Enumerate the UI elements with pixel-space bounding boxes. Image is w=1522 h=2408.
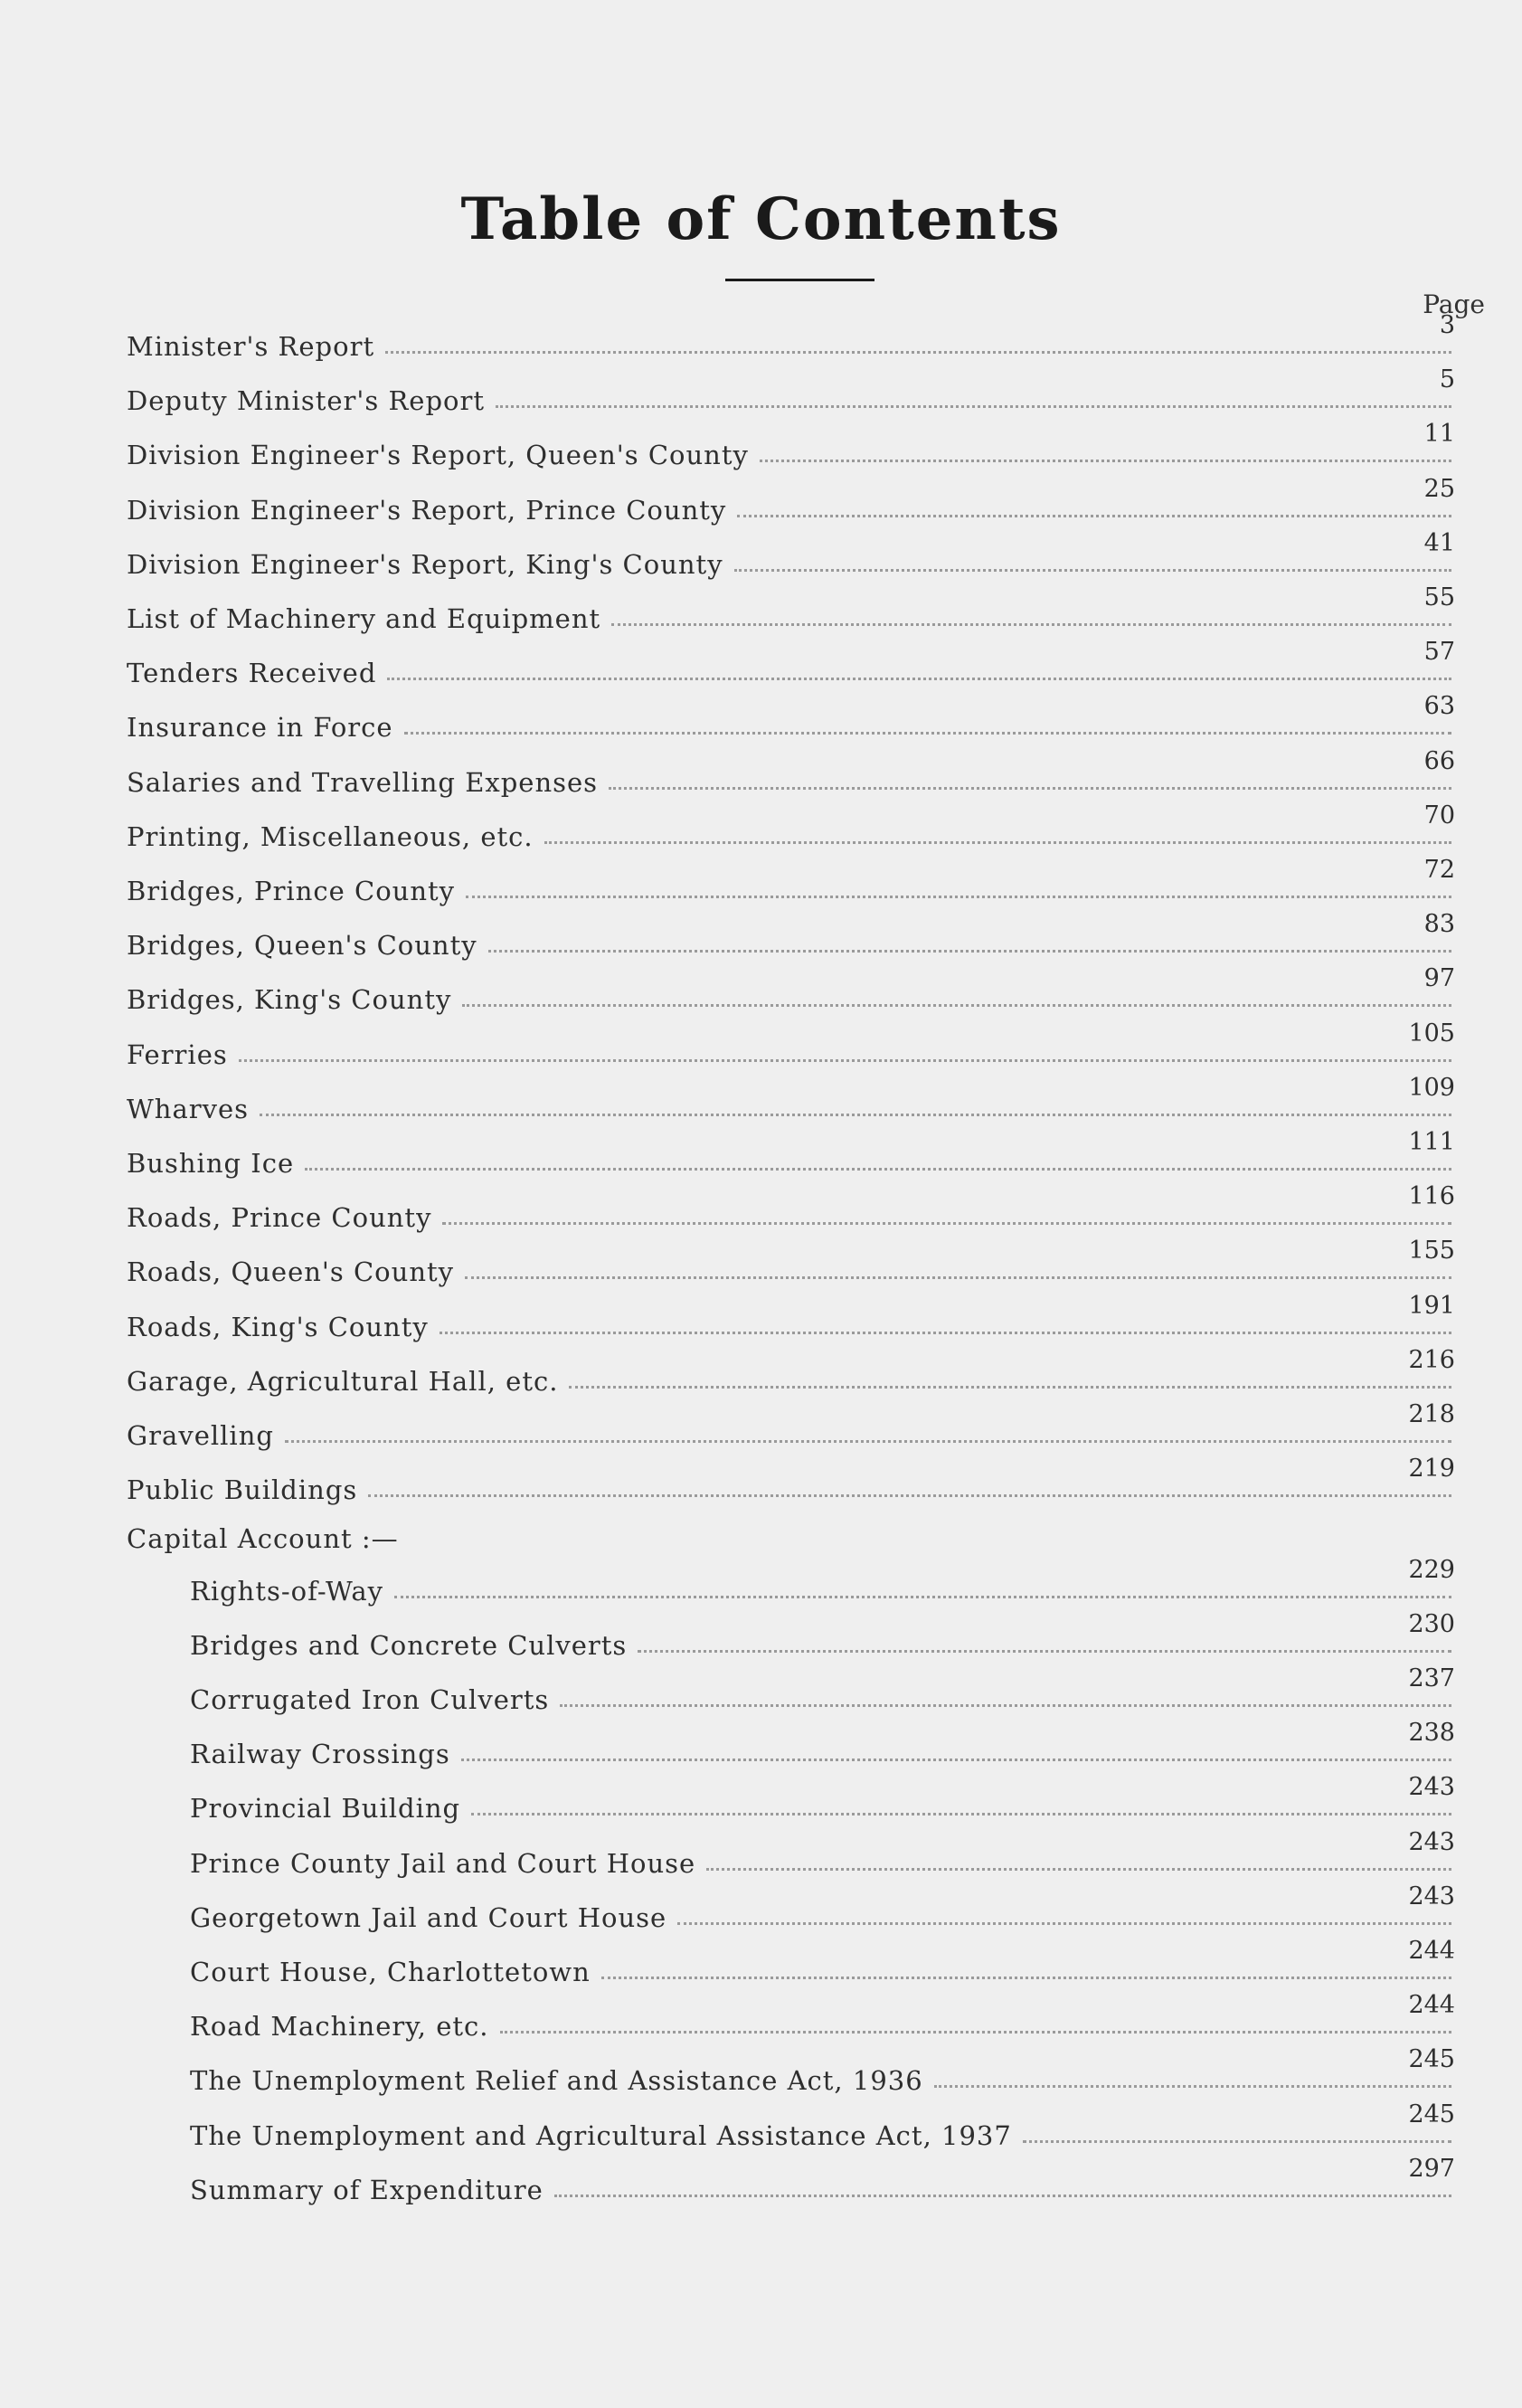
toc-entry-label: Gravelling — [127, 1420, 274, 1451]
toc-entry-page-number: 66 — [1423, 747, 1455, 775]
toc-entry[interactable] — [127, 365, 1455, 416]
toc-entry[interactable] — [190, 1937, 1455, 1987]
toc-entry[interactable] — [127, 747, 1455, 798]
dot-leader — [706, 1868, 1451, 1871]
toc-entry-page-number: 245 — [1408, 2045, 1455, 2073]
toc-entry-label: Summary of Expenditure — [190, 2175, 544, 2205]
dot-leader — [442, 1222, 1451, 1225]
toc-entry[interactable] — [127, 529, 1455, 580]
toc-entry[interactable] — [127, 856, 1455, 906]
toc-entry-label: Roads, King's County — [127, 1312, 429, 1342]
toc-entry-label: Corrugated Iron Culverts — [190, 1684, 550, 1715]
toc-entry[interactable] — [127, 1182, 1455, 1233]
dot-leader — [488, 950, 1451, 953]
dot-leader — [544, 841, 1451, 844]
toc-entry-page-number: 244 — [1408, 1991, 1455, 2019]
dot-leader — [569, 1386, 1451, 1389]
dot-leader — [461, 1759, 1451, 1761]
dot-leader — [554, 2195, 1451, 2197]
toc-entry-label: Provincial Building — [190, 1793, 461, 1824]
dot-leader — [440, 1332, 1451, 1334]
toc-entry[interactable] — [127, 420, 1455, 470]
toc-entry[interactable] — [127, 1019, 1455, 1070]
dot-leader — [404, 732, 1451, 735]
dot-leader — [471, 1813, 1451, 1815]
toc-entry-label: List of Machinery and Equipment — [127, 603, 601, 634]
dot-leader — [465, 1276, 1451, 1279]
toc-entry-label: Printing, Miscellaneous, etc. — [127, 821, 534, 852]
dot-leader — [462, 1004, 1451, 1007]
toc-entry-label: Minister's Report — [127, 331, 375, 362]
toc-entry-page-number: 57 — [1423, 638, 1455, 666]
dot-leader — [609, 787, 1451, 790]
toc-entry[interactable] — [127, 1346, 1455, 1397]
toc-entry-page-number: 243 — [1408, 1828, 1455, 1856]
toc-entry-page-number: 105 — [1408, 1019, 1455, 1048]
toc-entry-page-number: 238 — [1408, 1719, 1455, 1747]
toc-entry-label: Wharves — [127, 1094, 250, 1124]
dot-leader — [466, 896, 1451, 898]
toc-entry-label: Court House, Charlottetown — [190, 1957, 591, 1987]
toc-entry[interactable] — [127, 692, 1455, 743]
dot-leader — [394, 1596, 1451, 1598]
toc-entry[interactable] — [190, 1719, 1455, 1769]
toc-entry-label: Roads, Prince County — [127, 1202, 432, 1233]
toc-entry[interactable] — [127, 638, 1455, 688]
toc-entry-page-number: 41 — [1423, 529, 1455, 557]
dot-leader — [601, 1977, 1451, 1979]
toc-entry[interactable] — [127, 475, 1455, 526]
toc-entry-label: Bushing Ice — [127, 1148, 295, 1179]
toc-entry-label: The Unemployment Relief and Assistance Act, 1936 — [190, 2065, 923, 2096]
toc-entry-label: Railway Crossings — [190, 1739, 450, 1769]
toc-entry-page-number: 83 — [1423, 910, 1455, 938]
dot-leader — [760, 460, 1451, 462]
toc-entry-label: Bridges, King's County — [127, 984, 452, 1015]
toc-entry-page-number: 72 — [1423, 856, 1455, 884]
toc-entry-label: Bridges, Prince County — [127, 876, 456, 906]
section-heading-label: Capital Account :— — [127, 1523, 399, 1554]
toc-entry-page-number: 229 — [1408, 1556, 1455, 1584]
toc-entry-page-number: 245 — [1408, 2100, 1455, 2128]
toc-entry[interactable] — [127, 1400, 1455, 1451]
toc-entry-label: Garage, Agricultural Hall, etc. — [127, 1366, 559, 1397]
toc-entry-label: Prince County Jail and Court House — [190, 1848, 696, 1879]
toc-entry-page-number: 63 — [1423, 692, 1455, 720]
toc-entry-page-number: 97 — [1423, 964, 1455, 992]
toc-entry-page-number: 243 — [1408, 1882, 1455, 1910]
toc-entry[interactable] — [127, 311, 1455, 362]
dot-leader — [500, 2031, 1452, 2034]
toc-entry-page-number: 70 — [1423, 801, 1455, 830]
toc-entry-label: Tenders Received — [127, 658, 377, 688]
toc-entry-page-number: 191 — [1408, 1292, 1455, 1320]
toc-entry-page-number: 25 — [1423, 475, 1455, 503]
dot-leader — [734, 569, 1451, 572]
dot-leader — [611, 623, 1451, 626]
toc-entry-label: Bridges, Queen's County — [127, 930, 477, 961]
toc-entry-label: Rights-of-Way — [190, 1576, 384, 1607]
dot-leader — [387, 678, 1451, 680]
toc-entry-page-number: 116 — [1408, 1182, 1455, 1210]
toc-entry-page-number: 155 — [1408, 1237, 1455, 1265]
toc-section-heading — [127, 1518, 1451, 1554]
toc-entry[interactable] — [127, 1237, 1455, 1287]
toc-entry-page-number: 11 — [1423, 420, 1455, 448]
toc-entry-page-number: 3 — [1439, 311, 1455, 339]
toc-entry-label: Division Engineer's Report, Queen's County — [127, 440, 749, 470]
toc-entry-label: Georgetown Jail and Court House — [190, 1902, 667, 1933]
toc-entry-label: Division Engineer's Report, King's County — [127, 549, 723, 580]
dot-leader — [305, 1168, 1451, 1171]
page-column-header: Page — [1423, 289, 1485, 319]
toc-entry[interactable] — [190, 2155, 1455, 2205]
toc-entry-label: Ferries — [127, 1039, 228, 1070]
toc-entry-label: Bridges and Concrete Culverts — [190, 1630, 628, 1661]
toc-entry-page-number: 109 — [1408, 1074, 1455, 1102]
dot-leader — [934, 2085, 1451, 2088]
toc-entry[interactable] — [127, 583, 1455, 634]
title-underline — [725, 279, 874, 281]
toc-entry-label: Deputy Minister's Report — [127, 385, 486, 416]
toc-entry-page-number: 244 — [1408, 1937, 1455, 1965]
dot-leader — [260, 1114, 1451, 1116]
toc-entry-page-number: 243 — [1408, 1773, 1455, 1801]
toc-entry-page-number: 216 — [1408, 1346, 1455, 1374]
toc-entry[interactable] — [190, 1556, 1455, 1607]
toc-entry[interactable] — [190, 1828, 1455, 1879]
toc-entry[interactable] — [127, 801, 1455, 852]
toc-entry[interactable] — [127, 964, 1455, 1015]
toc-entry[interactable] — [127, 1455, 1455, 1505]
dot-leader — [560, 1704, 1451, 1707]
toc-entry-page-number: 237 — [1408, 1664, 1455, 1692]
toc-entry[interactable] — [190, 2045, 1455, 2096]
toc-entry-label: Salaries and Travelling Expenses — [127, 767, 599, 798]
toc-entry[interactable] — [127, 1074, 1455, 1124]
toc-entry-page-number: 55 — [1423, 583, 1455, 611]
dot-leader — [1023, 2140, 1451, 2143]
toc-entry-label: Insurance in Force — [127, 712, 393, 743]
toc-entry[interactable] — [190, 2100, 1455, 2151]
toc-entry[interactable] — [190, 1991, 1455, 2042]
dot-leader — [239, 1059, 1451, 1062]
toc-entry-label: The Unemployment and Agricultural Assistance Act, 1937 — [190, 2120, 1012, 2151]
dot-leader — [638, 1650, 1451, 1653]
toc-entry[interactable] — [190, 1610, 1455, 1661]
toc-entry-page-number: 5 — [1439, 365, 1455, 393]
toc-entry-page-number: 230 — [1408, 1610, 1455, 1638]
toc-entry[interactable] — [190, 1664, 1455, 1715]
dot-leader — [496, 405, 1451, 408]
toc-entry-page-number: 297 — [1408, 2155, 1455, 2183]
dot-leader — [385, 351, 1451, 354]
toc-entry[interactable] — [127, 1292, 1455, 1342]
toc-entry-page-number: 111 — [1408, 1128, 1455, 1156]
dot-leader — [285, 1440, 1451, 1443]
dot-leader — [677, 1922, 1451, 1925]
toc-entry-label: Road Machinery, etc. — [190, 2011, 489, 2042]
toc-entry[interactable] — [190, 1882, 1455, 1933]
dot-leader — [368, 1494, 1451, 1497]
dot-leader — [737, 515, 1451, 517]
toc-entry[interactable] — [190, 1773, 1455, 1824]
toc-entry-label: Roads, Queen's County — [127, 1256, 455, 1287]
toc-entry-label: Public Buildings — [127, 1474, 358, 1505]
page-title: Table of Contents — [460, 185, 1062, 253]
toc-entry[interactable] — [127, 1128, 1455, 1179]
toc-entry-page-number: 218 — [1408, 1400, 1455, 1428]
toc-entry[interactable] — [127, 910, 1455, 961]
toc-entry-page-number: 219 — [1408, 1455, 1455, 1483]
toc-entry-label: Division Engineer's Report, Prince County — [127, 495, 727, 526]
